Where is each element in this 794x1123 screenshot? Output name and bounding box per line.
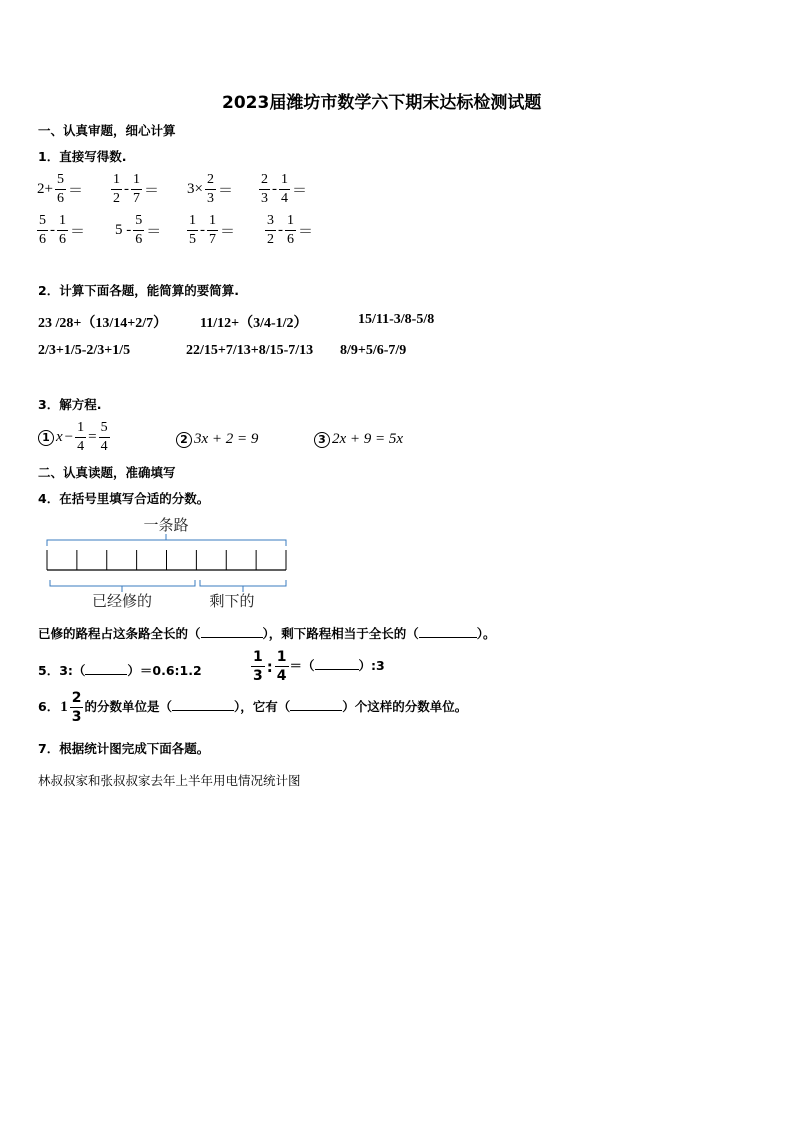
q2-expr-1: 23 /28+（13/14+2/7） [38,316,168,331]
q1-item-2: $\frac{1}{2}$ - $\frac{1}{7}$ ＝ [113,172,160,206]
q1-item-3: 3× $\frac{2}{3}$ ＝ [187,172,233,206]
q5-part-2: $\frac{1}{3}$ : $\frac{1}{4}$ ＝（ ）:3 [253,649,385,684]
repaired-label: 已经修的 [91,592,153,610]
q4-sentence: 已修的路程占这条路全长的（ ），剩下路程相当于全长的（ ）。 [38,626,496,641]
remaining-brace [200,580,286,586]
q7-label: 7．根据统计图完成下面各题。 [38,741,210,756]
q2-label: 2．计算下面各题，能简算的要简算. [38,283,239,298]
q1-item-5: $\frac{5}{6}$ - $\frac{1}{6}$ ＝ [39,213,86,247]
q6-blank-unit[interactable] [172,710,234,711]
q5-blank-1[interactable] [85,674,127,675]
page-title: 2023届潍坊市数学六下期末达标检测试题 [222,93,542,113]
q3-equation-2: 2 3x + 2 = 9 [176,431,259,448]
q2-expr-4: 2/3+1/5-2/3+1/5 [38,343,131,358]
repaired-brace [50,580,195,586]
section-1-heading: 一、认真审题，细心计算 [38,123,176,138]
q6-blank-count[interactable] [290,710,342,711]
q3-equation-1: 1 x − $\frac{1}{4}$ = $\frac{5}{4}$ [38,421,111,454]
q2-expr-2: 11/12+（3/4-1/2） [200,316,308,331]
q2-expr-3: 15/11-3/8-5/8 [358,312,435,327]
q1-item-7: $\frac{1}{5}$ - $\frac{1}{7}$ ＝ [189,213,236,247]
q3-label: 3．解方程. [38,397,102,412]
section-2-heading: 二、认真读题，准确填写 [38,465,176,480]
q1-item-8: $\frac{3}{2}$ - $\frac{1}{6}$ ＝ [267,213,314,247]
answer-blank-remaining[interactable] [419,637,477,638]
road-top-brace [47,540,286,546]
q4-label: 4．在括号里填写合适的分数。 [38,491,210,506]
q2-expr-6: 8/9+5/6-7/9 [340,343,407,358]
answer-blank-repaired[interactable] [201,637,263,638]
q1-item-4: $\frac{2}{3}$ - $\frac{1}{4}$ ＝ [261,172,308,206]
circled-number-3: 3 [314,432,330,448]
road-diagram [40,510,300,615]
q5-blank-2[interactable] [315,669,359,670]
q1-item-6: 5 - $\frac{5}{6}$ ＝ [115,213,162,247]
circled-number-2: 2 [176,432,192,448]
circled-number-1: 1 [38,430,54,446]
q1-label: 1．直接写得数. [38,149,127,164]
chart-title: 林叔叔家和张叔叔家去年上半年用电情况统计图 [38,773,301,788]
q2-expr-5: 22/15+7/13+8/15-7/13 [186,343,314,358]
road-segments [47,550,286,570]
q1-item-1: 2+ $\frac{5}{6}$ ＝ [37,172,83,206]
road-label: 一条路 [143,516,189,534]
q5-part-1: 5．3:（ ）＝0.6:1.2 [38,663,202,678]
remaining-label: 剩下的 [209,592,255,610]
q3-equation-3: 3 2x + 9 = 5x [314,431,404,448]
q6-line: 6．1 $\frac{2}{3}$ 的分数单位是（ ），它有（ ）个这样的分数单位。 [38,690,468,725]
